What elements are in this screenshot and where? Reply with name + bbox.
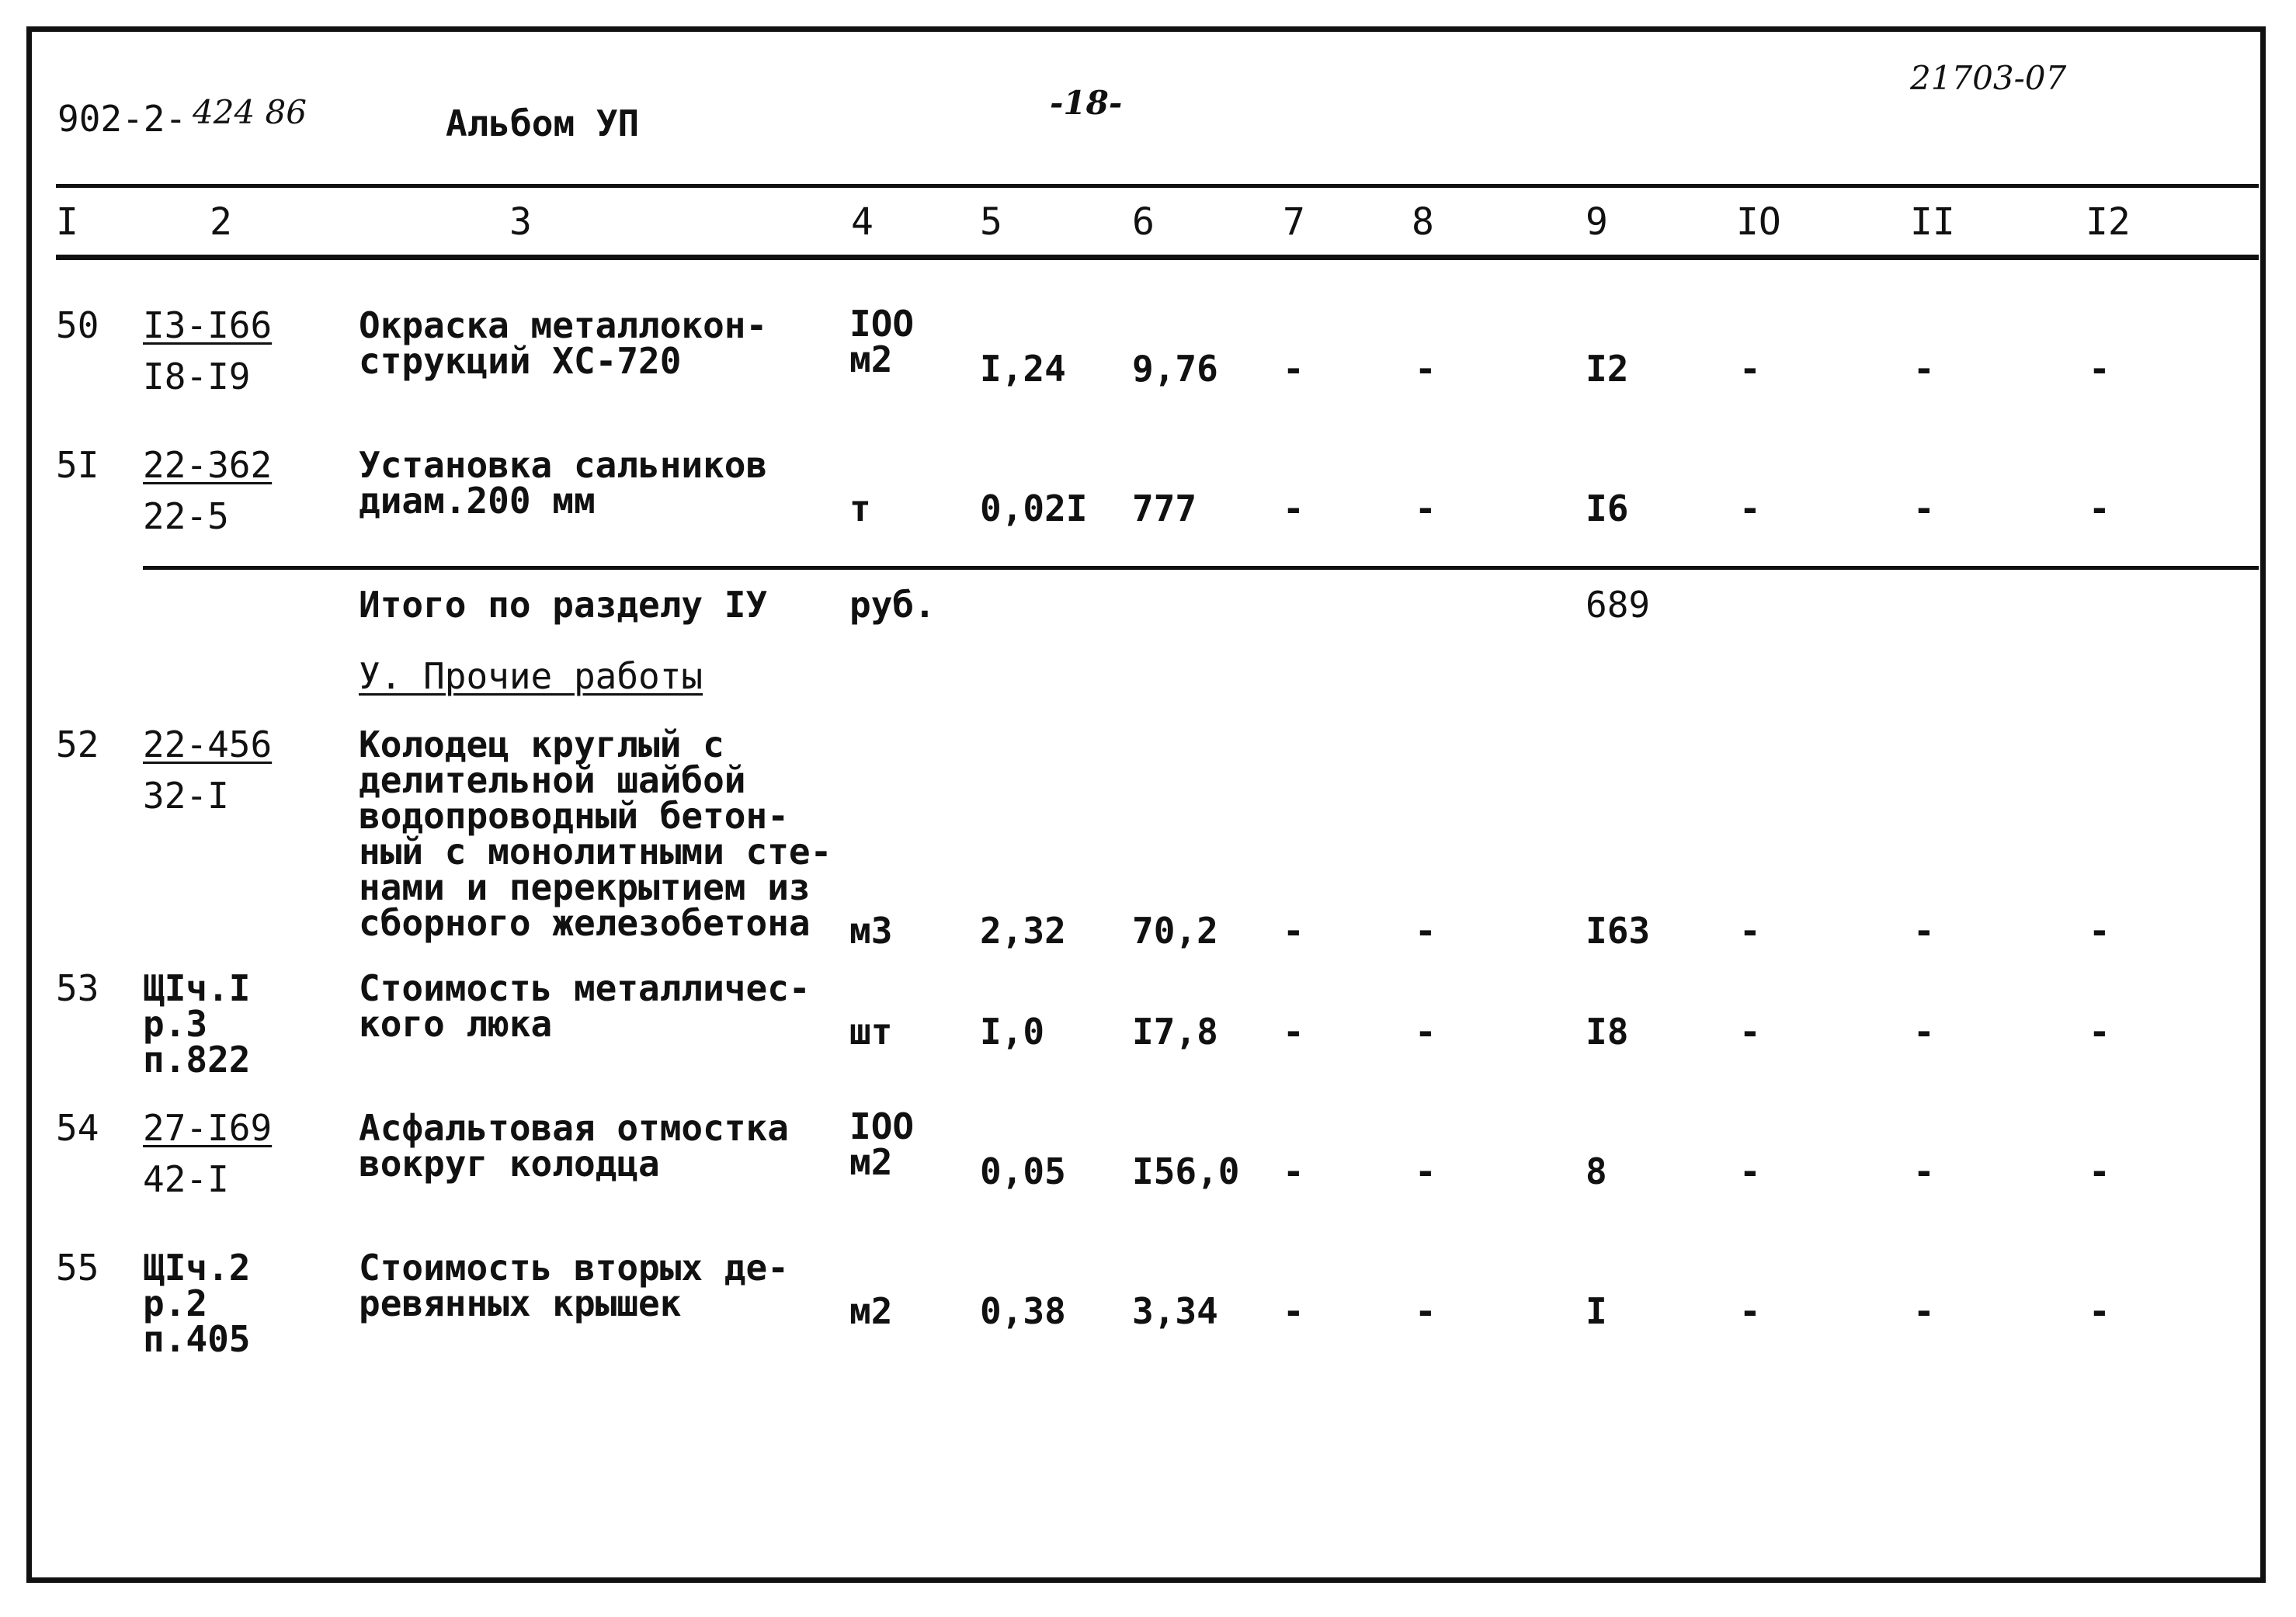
row-description: Колодец круглый с делительной шайбой водопроводный бетон- ный с монолитными сте- нами и перекрытием из сборного железобетона (359, 723, 832, 944)
row-col-8: - (1415, 1290, 1436, 1332)
row-quantity: 0,38 (980, 1290, 1066, 1332)
row-code: ЩIч.2 р.2 п.405 (143, 1247, 251, 1360)
column-header-5: 5 (980, 200, 1002, 244)
row-quantity: I,24 (980, 348, 1066, 390)
page-number: -18- (1050, 84, 1123, 122)
row-col-10: - (1739, 1290, 1761, 1332)
row-unit: IOO м2 (849, 303, 915, 380)
row-col-10: - (1739, 910, 1761, 952)
doc-code-printed: 902-2- (57, 98, 187, 140)
header-top-rule (56, 184, 2259, 188)
row-unit: т (849, 488, 871, 529)
row-col-10: - (1739, 1011, 1761, 1053)
row-total: I63 (1586, 910, 1651, 952)
row-description: Стоимость вторых де- ревянных крышек (359, 1247, 789, 1324)
row-col-11: - (1913, 910, 1935, 952)
row-col-7: - (1283, 348, 1304, 390)
row-unit: м2 (849, 1290, 893, 1332)
column-header-9: 9 (1586, 200, 1608, 244)
row-col-11: - (1913, 1290, 1935, 1332)
row-total: I6 (1586, 488, 1629, 529)
row-col-7: - (1283, 488, 1304, 529)
row-code-top: 22-456 (143, 723, 273, 765)
row-unit-price: 3,34 (1132, 1290, 1218, 1332)
row-description: Установка сальников диам.200 мм (359, 444, 768, 522)
row-number: 53 (56, 967, 99, 1009)
row-total: I (1586, 1290, 1607, 1332)
subtotal-rule (143, 566, 2259, 570)
row-code-bottom: 42-I (143, 1158, 229, 1200)
row-unit: шт (849, 1011, 893, 1053)
row-unit-price: 9,76 (1132, 348, 1218, 390)
subtotal-unit: руб. (849, 584, 936, 626)
header-bottom-rule (56, 255, 2259, 260)
row-total: I2 (1586, 348, 1629, 390)
row-col-11: - (1913, 1150, 1935, 1192)
row-col-8: - (1415, 910, 1436, 952)
row-quantity: 2,32 (980, 910, 1066, 952)
column-header-8: 8 (1412, 200, 1434, 244)
row-unit: м3 (849, 910, 893, 952)
row-number: 50 (56, 304, 99, 346)
row-unit: IOO м2 (849, 1105, 915, 1183)
row-total: 8 (1586, 1150, 1607, 1192)
row-col-12: - (2089, 348, 2110, 390)
column-header-7: 7 (1283, 200, 1305, 244)
row-unit-price: I56,0 (1132, 1150, 1240, 1192)
column-header-6: 6 (1132, 200, 1155, 244)
row-col-12: - (2089, 1290, 2110, 1332)
row-col-12: - (2089, 1150, 2110, 1192)
album-title: Альбом УП (446, 102, 640, 144)
column-header-11: II (1910, 200, 1955, 244)
row-code-top: 22-362 (143, 444, 273, 486)
row-description: Асфальтовая отмостка вокруг колодца (359, 1107, 789, 1185)
row-col-8: - (1415, 1011, 1436, 1053)
row-number: 55 (56, 1247, 99, 1289)
row-col-10: - (1739, 348, 1761, 390)
row-code: ЩIч.I р.3 п.822 (143, 967, 251, 1081)
row-description: Окраска металлокон- струкций ХС-720 (359, 304, 768, 382)
row-code-bottom: I8-I9 (143, 356, 251, 397)
row-col-7: - (1283, 1011, 1304, 1053)
column-header-4: 4 (851, 200, 874, 244)
section-title: У. Прочие работы (359, 655, 703, 697)
row-col-11: - (1913, 1011, 1935, 1053)
column-header-1: I (56, 200, 78, 244)
row-number: 54 (56, 1107, 99, 1149)
row-col-10: - (1739, 1150, 1761, 1192)
row-col-7: - (1283, 910, 1304, 952)
row-description: Стоимость металличес- кого люка (359, 967, 811, 1045)
subtotal-value: 689 (1586, 584, 1651, 626)
row-col-8: - (1415, 488, 1436, 529)
row-number: 52 (56, 723, 99, 765)
column-header-12: I2 (2086, 200, 2131, 244)
row-col-11: - (1913, 348, 1935, 390)
column-header-3: 3 (509, 200, 532, 244)
row-col-7: - (1283, 1290, 1304, 1332)
subtotal-label: Итого по разделу IУ (359, 584, 768, 626)
row-quantity: 0,05 (980, 1150, 1066, 1192)
row-number: 5I (56, 444, 99, 486)
row-quantity: I,0 (980, 1011, 1045, 1053)
doc-code-handwritten: 424 86 (193, 93, 307, 131)
row-code-bottom: 32-I (143, 775, 229, 817)
row-unit-price: 777 (1132, 488, 1197, 529)
row-col-11: - (1913, 488, 1935, 529)
row-unit-price: I7,8 (1132, 1011, 1218, 1053)
row-code-top: 27-I69 (143, 1107, 273, 1149)
row-col-8: - (1415, 348, 1436, 390)
row-col-7: - (1283, 1150, 1304, 1192)
row-total: I8 (1586, 1011, 1629, 1053)
row-code-bottom: 22-5 (143, 495, 229, 537)
row-quantity: 0,02I (980, 488, 1088, 529)
row-col-10: - (1739, 488, 1761, 529)
row-col-8: - (1415, 1150, 1436, 1192)
row-unit-price: 70,2 (1132, 910, 1218, 952)
row-col-12: - (2089, 488, 2110, 529)
sheet-code: 21703-07 (1910, 59, 2067, 97)
column-header-10: IO (1736, 200, 1781, 244)
row-col-12: - (2089, 1011, 2110, 1053)
row-col-12: - (2089, 910, 2110, 952)
column-header-2: 2 (210, 200, 232, 244)
row-code-top: I3-I66 (143, 304, 273, 346)
